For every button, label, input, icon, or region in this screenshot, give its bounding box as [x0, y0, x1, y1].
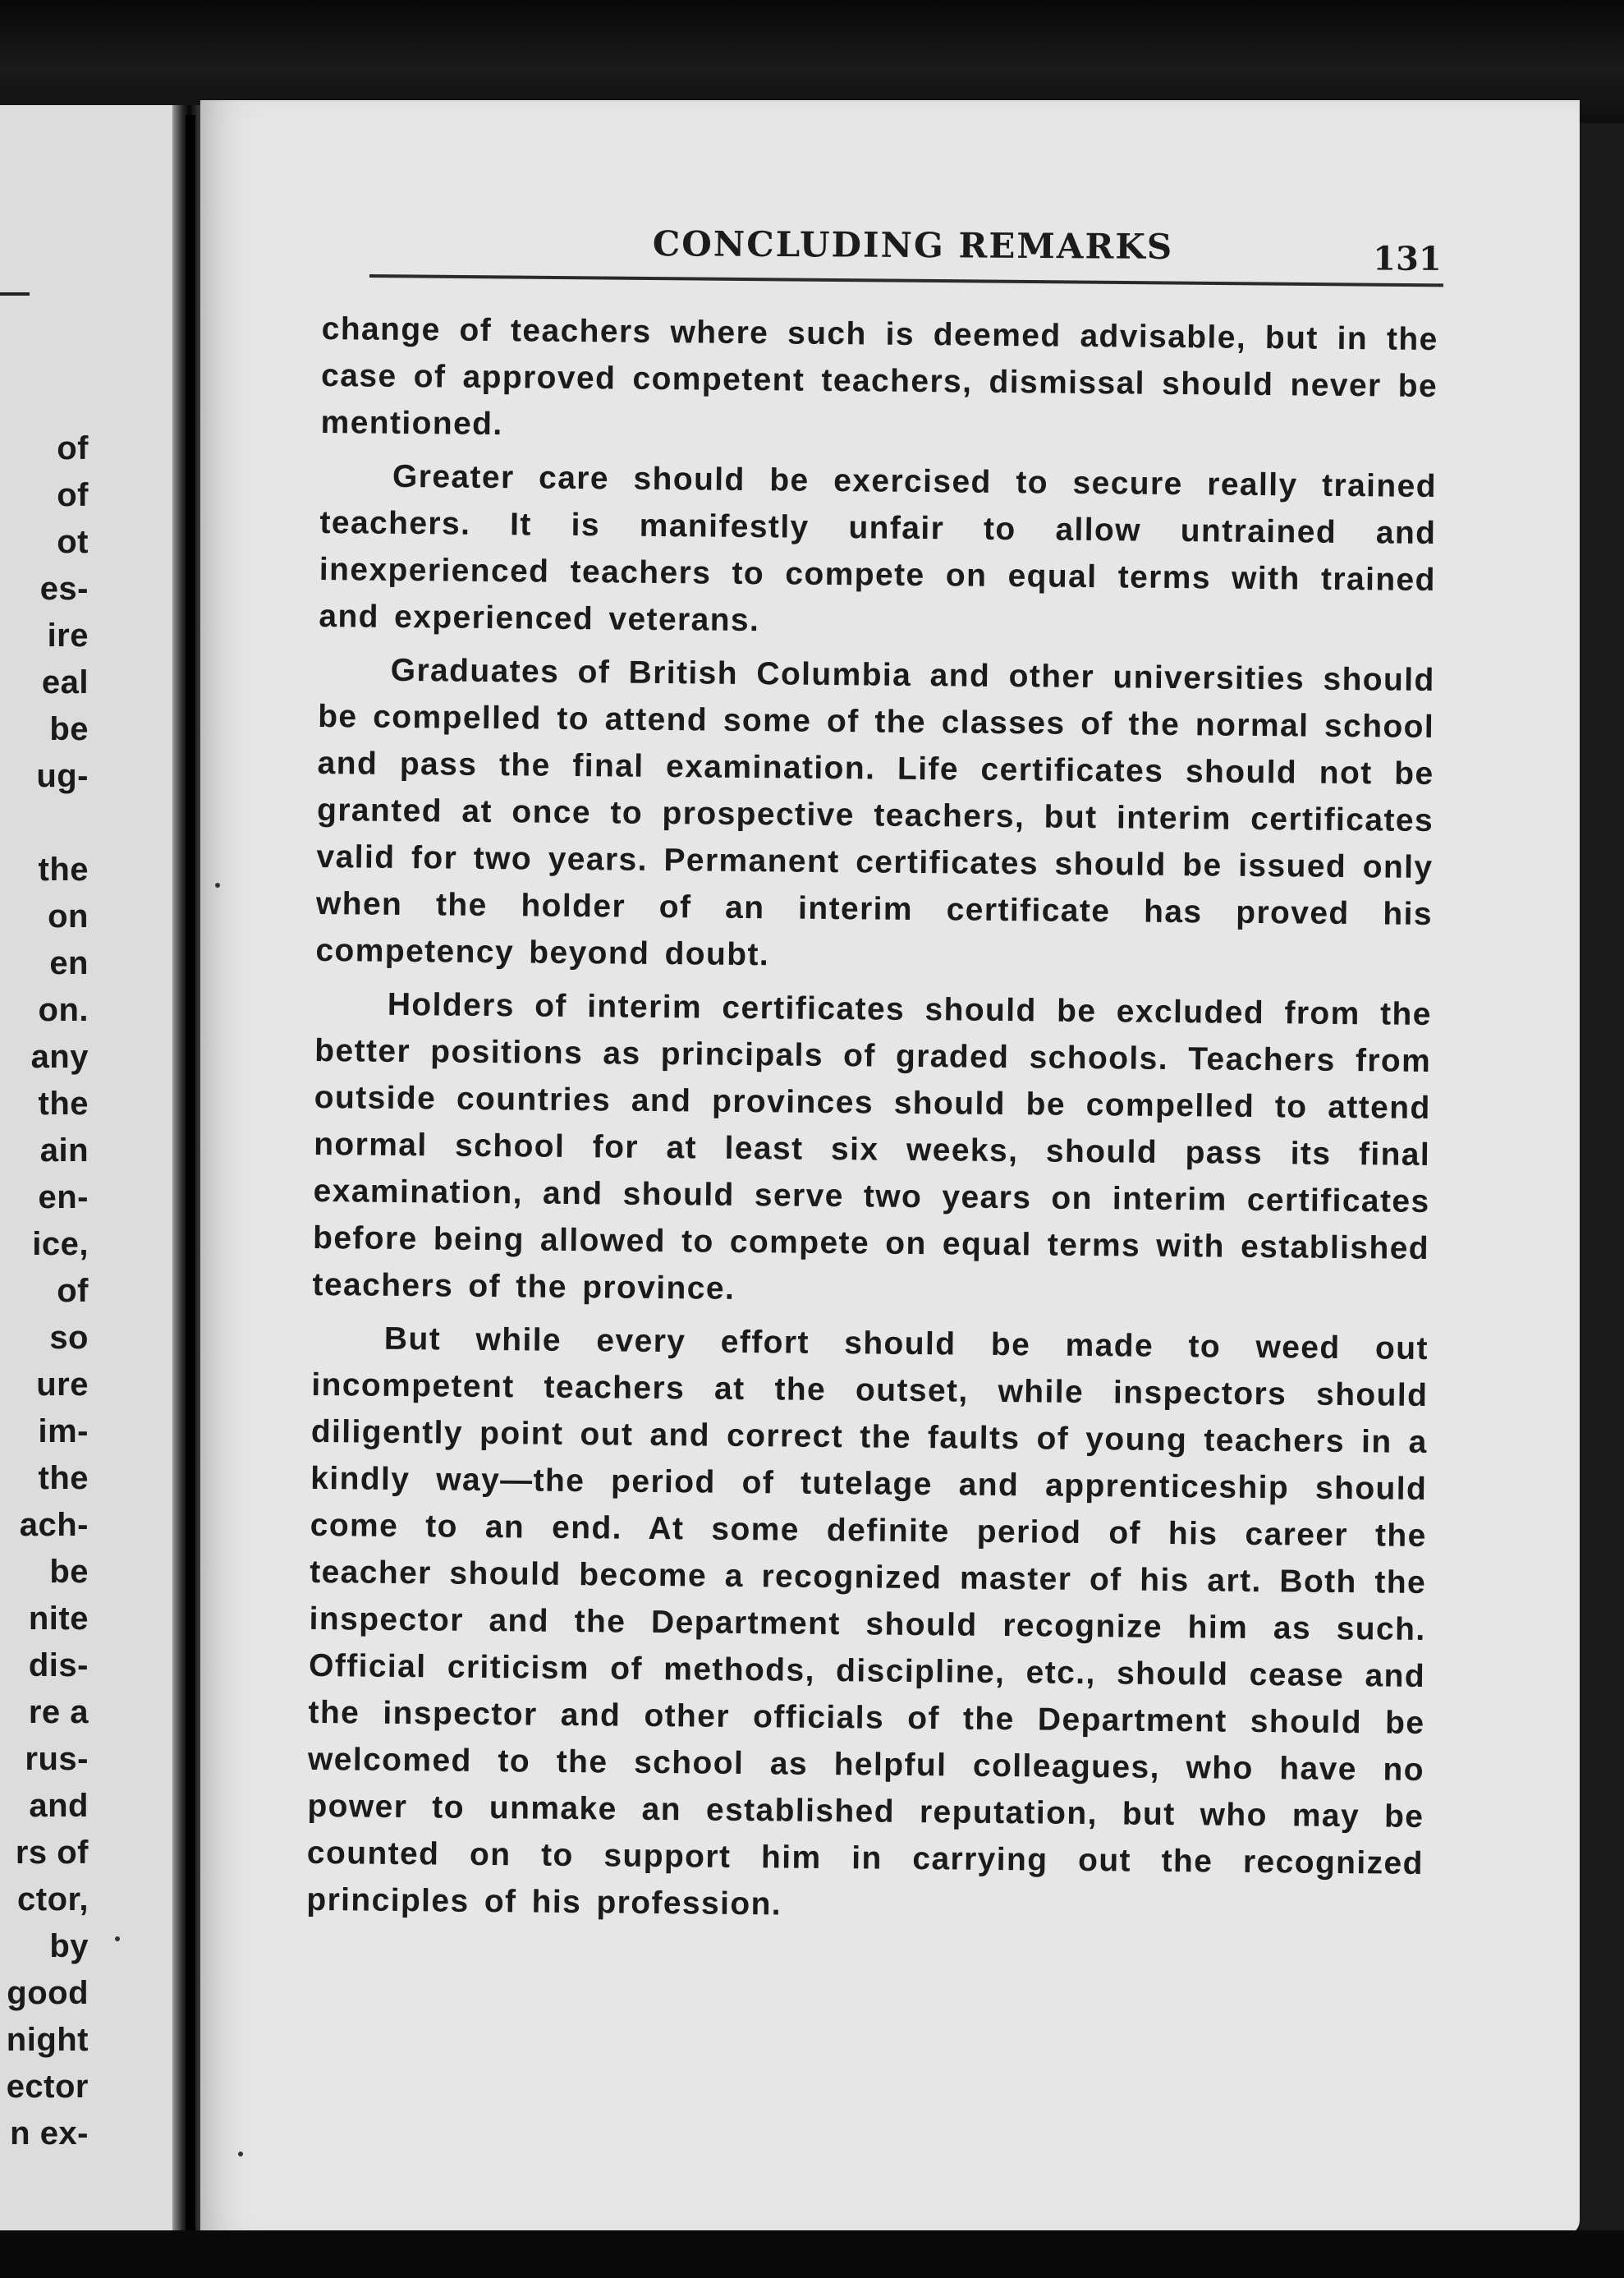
facing-page-line: of	[57, 477, 89, 513]
facing-page-line: ug-	[36, 758, 89, 794]
facing-page-line: es-	[39, 571, 89, 607]
scan-speck	[215, 883, 220, 888]
facing-page-line: be	[49, 711, 89, 747]
facing-page-line: of	[57, 1273, 89, 1309]
facing-page-line: be	[49, 1554, 89, 1590]
paragraph: But while every effort should be made to weed out incompetent teachers at the outset, while inspectors should diligently point out and correct the faults of young teachers in a kindly way—the period of tutelage and apprenticeship should come to an end. At some definite period of his career the teacher should become a recognized master of his art. Both the inspector and the Department should recognize him as such. Official criticism of methods, discipline, etc., should cease and the inspector and other officials of the Department should be welcomed to the school as helpful colleagues, who have no power to unmake an established reputation, but who may be counted on to support him in carrying out the recognized principles of his profession.	[306, 1320, 1429, 1922]
facing-page-line: on.	[38, 992, 89, 1028]
facing-page-line: ure	[36, 1366, 89, 1403]
facing-page-line: and	[29, 1788, 89, 1824]
facing-page-line: night	[6, 2022, 89, 2058]
facing-page-line: by	[49, 1928, 89, 1964]
facing-page-line	[0, 800, 190, 847]
paragraph: Greater care should be exercised to secure really trained teachers. It is manifestly unfair to allow untrained and inexperienced teachers to compete on equal terms with trained and experienced veterans.	[319, 458, 1438, 639]
facing-page-line: so	[49, 1320, 89, 1356]
facing-page-line: eal	[41, 664, 89, 700]
facing-page-line: the	[38, 1086, 89, 1122]
facing-page-line: ire	[47, 618, 89, 654]
facing-page-line: ach-	[19, 1507, 89, 1543]
scan-speck	[115, 1936, 120, 1941]
facing-page-line: ain	[39, 1132, 89, 1169]
facing-page-line: on	[48, 898, 89, 935]
facing-page-line: ice,	[32, 1226, 89, 1262]
scan-right-border	[1580, 123, 1624, 2278]
paragraph-continued: change of teachers where such is deemed advisable, but in the case of approved competent teachers, dismissal should never be mentioned.	[320, 310, 1438, 443]
scan-bottom-border	[0, 2230, 1624, 2278]
facing-page-line: rs of	[15, 1835, 89, 1871]
page-number: 131	[1373, 239, 1442, 278]
facing-page-line: ctor,	[17, 1881, 89, 1917]
facing-page-text	[0, 425, 190, 2157]
facing-page-line: of	[57, 430, 89, 466]
facing-page-line: re a	[28, 1694, 89, 1730]
paragraph: Graduates of British Columbia and other universities should be compelled to attend some of the classes of the normal school and pass the final examination. Life certificates should not be granted at once to prospective teachers, but interim certificates valid for two years. Permanent certificates should be issued only when the holder of an interim certificate has proved his competency beyond doubt.	[315, 652, 1435, 973]
scan-speck	[238, 2152, 243, 2156]
facing-page	[0, 105, 190, 2232]
facing-page-line: dis-	[28, 1647, 89, 1683]
facing-page-line: the	[38, 852, 89, 888]
facing-page-line: en	[49, 945, 89, 981]
scan-top-border	[0, 0, 1624, 115]
paragraph: Holders of interim certificates should be excluded from the better positions as principals of graded schools. Teachers from outside countries and provinces should be compelled to attend normal school for at least six weeks, should pass its final examination, and should serve two years on interim certificates before being allowed to compete on equal terms with established teachers of the province.	[312, 986, 1432, 1307]
facing-page-line: im-	[38, 1413, 89, 1449]
gutter-shadow	[186, 115, 195, 2278]
facing-page-line: ector	[6, 2069, 89, 2105]
facing-page-line: good	[7, 1975, 89, 2011]
page-body	[306, 305, 1438, 1940]
facing-page-line: ot	[57, 524, 89, 560]
facing-page-rule	[0, 292, 30, 296]
facing-page-line: any	[30, 1039, 89, 1075]
running-head: CONCLUDING REMARKS	[652, 223, 1174, 267]
facing-page-line: rus-	[25, 1741, 89, 1777]
facing-page-line: the	[38, 1460, 89, 1496]
facing-page-line: en-	[38, 1179, 89, 1215]
facing-page-line: n ex-	[10, 2115, 89, 2152]
facing-page-line: nite	[28, 1601, 89, 1637]
